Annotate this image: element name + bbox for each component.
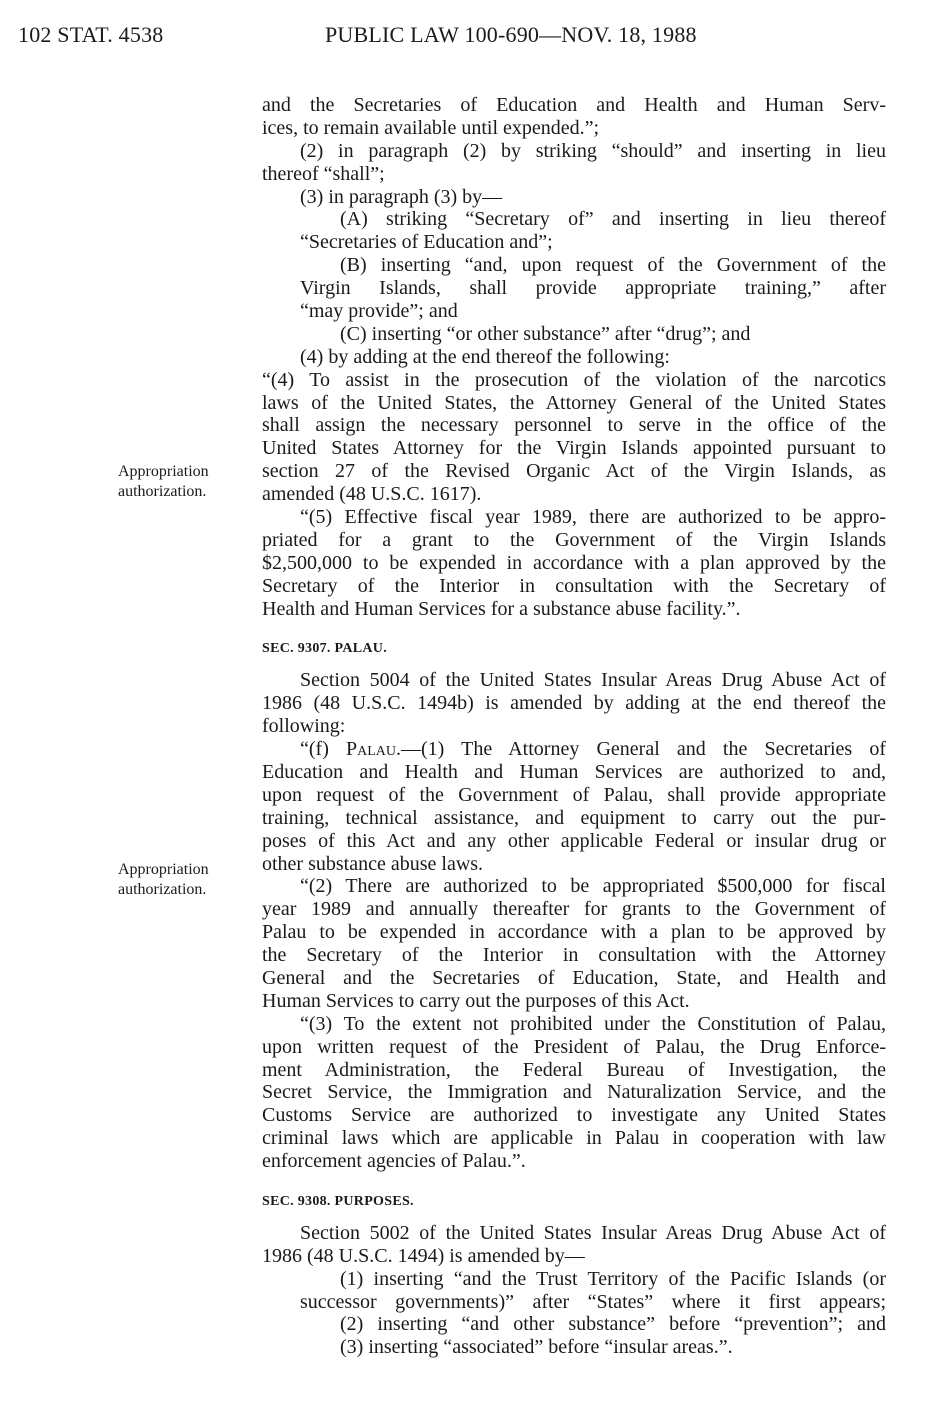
text-line: Health and Human Services for a substance abuse facility.”. <box>262 597 741 620</box>
margin-note-line: Appropriation <box>118 463 209 480</box>
margin-note-line: authorization. <box>118 483 207 500</box>
text-line: (1) inserting “and the Trust Territory of the Pacific Islands (or <box>340 1267 886 1290</box>
text-line: (A) striking “Secretary of” and inserting in lieu thereof <box>340 208 886 231</box>
text-line: “(4) To assist in the prosecution of the violation of the narcotics <box>262 368 886 391</box>
text-line: Section 5004 of the United States Insular Areas Drug Abuse Act of <box>300 669 886 692</box>
text-line: Virgin Islands, shall provide appropriate training,” after <box>300 277 886 300</box>
text-line: poses of this Act and any other applicable Federal or insular drug or <box>262 829 886 852</box>
text-line: criminal laws which are applicable in Palau in cooperation with law <box>262 1127 886 1150</box>
text-line: the Secretary of the Interior in consultation with the Attorney <box>262 944 886 967</box>
text-fragment: “(f) <box>300 738 346 761</box>
section-heading: SEC. 9307. PALAU. <box>262 641 388 657</box>
text-line: following: <box>262 715 346 738</box>
text-line: upon written request of the President of Palau, the Drug Enforce- <box>262 1035 886 1058</box>
text-line: $2,500,000 to be expended in accordance with a plan approved by the <box>262 551 886 574</box>
margin-note-line: Appropriation <box>118 861 209 878</box>
text-line <box>262 738 886 761</box>
text-line: laws of the United States, the Attorney General of the United States <box>262 391 886 414</box>
text-line: Human Services to carry out the purposes of this Act. <box>262 989 690 1012</box>
text-line: enforcement agencies of Palau.”. <box>262 1150 526 1173</box>
text-line: “Secretaries of Education and”; <box>300 231 553 254</box>
text-line: thereof “shall”; <box>262 162 385 185</box>
text-line: Secret Service, the Immigration and Naturalization Service, and the <box>262 1081 886 1104</box>
text-line: (C) inserting “or other substance” after “drug”; and <box>340 322 751 345</box>
text-line: (B) inserting “and, upon request of the Government of the <box>340 254 886 277</box>
text-line: (3) in paragraph (3) by— <box>300 185 503 208</box>
text-line: ment Administration, the Federal Bureau of Investigation, the <box>262 1058 886 1081</box>
text-line: Section 5002 of the United States Insular Areas Drug Abuse Act of <box>300 1221 886 1244</box>
document-body <box>262 94 886 1359</box>
text-line: shall assign the necessary personnel to serve in the office of the <box>262 414 886 437</box>
text-line: other substance abuse laws. <box>262 852 484 875</box>
text-line: training, technical assistance, and equipment to carry out the pur- <box>262 806 886 829</box>
text-line: amended (48 U.S.C. 1617). <box>262 483 482 506</box>
text-line: priated for a grant to the Government of the Virgin Islands <box>262 528 886 551</box>
text-line: year 1989 and annually thereafter for grants to the Government of <box>262 898 886 921</box>
text-line: section 27 of the Revised Organic Act of the Virgin Islands, as <box>262 460 886 483</box>
margin-note-appropriation-2 <box>118 860 209 900</box>
text-line: (2) in paragraph (2) by striking “should” and inserting in lieu <box>300 139 886 162</box>
text-line: Customs Service are authorized to investigate any United States <box>262 1104 886 1127</box>
margin-note-appropriation-1 <box>118 462 209 502</box>
text-line: 1986 (48 U.S.C. 1494) is amended by— <box>262 1244 585 1267</box>
margin-note-line: authorization. <box>118 881 207 898</box>
subsection-title: Palau <box>346 738 397 761</box>
page-stat-number: 102 STAT. 4538 <box>18 22 164 47</box>
text-line: (3) inserting “associated” before “insular areas.”. <box>340 1336 733 1359</box>
text-line: successor governments)” after “States” where it first appears; <box>300 1290 886 1313</box>
text-line: Palau to be expended in accordance with a plan to be approved by <box>262 921 886 944</box>
text-line: and the Secretaries of Education and Health and Human Serv- <box>262 94 886 116</box>
text-line: (4) by adding at the end thereof the following: <box>300 345 670 368</box>
text-line: Secretary of the Interior in consultation with the Secretary of <box>262 574 886 597</box>
text-line: 1986 (48 U.S.C. 1494b) is amended by adding at the end thereof the <box>262 692 886 715</box>
text-fragment: .—(1) The Attorney General and the Secretaries of <box>396 738 886 761</box>
text-line: upon request of the Government of Palau, shall provide appropriate <box>262 783 886 806</box>
text-line: Education and Health and Human Services are authorized to and, <box>262 760 886 783</box>
page-header-title: PUBLIC LAW 100-690—NOV. 18, 1988 <box>325 22 697 47</box>
text-line: United States Attorney for the Virgin Islands appointed pursuant to <box>262 437 886 460</box>
text-line: (2) inserting “and other substance” before “prevention”; and <box>340 1313 886 1336</box>
text-line: “(5) Effective fiscal year 1989, there are authorized to be appro- <box>300 506 886 529</box>
text-line: “may provide”; and <box>300 300 458 323</box>
text-line: General and the Secretaries of Education, State, and Health and <box>262 966 886 989</box>
section-heading: SEC. 9308. PURPOSES. <box>262 1193 414 1209</box>
text-line: ices, to remain available until expended.”; <box>262 116 600 139</box>
text-line: “(2) There are authorized to be appropriated $500,000 for fiscal <box>300 875 886 898</box>
text-line: “(3) To the extent not prohibited under the Constitution of Palau, <box>300 1012 886 1035</box>
